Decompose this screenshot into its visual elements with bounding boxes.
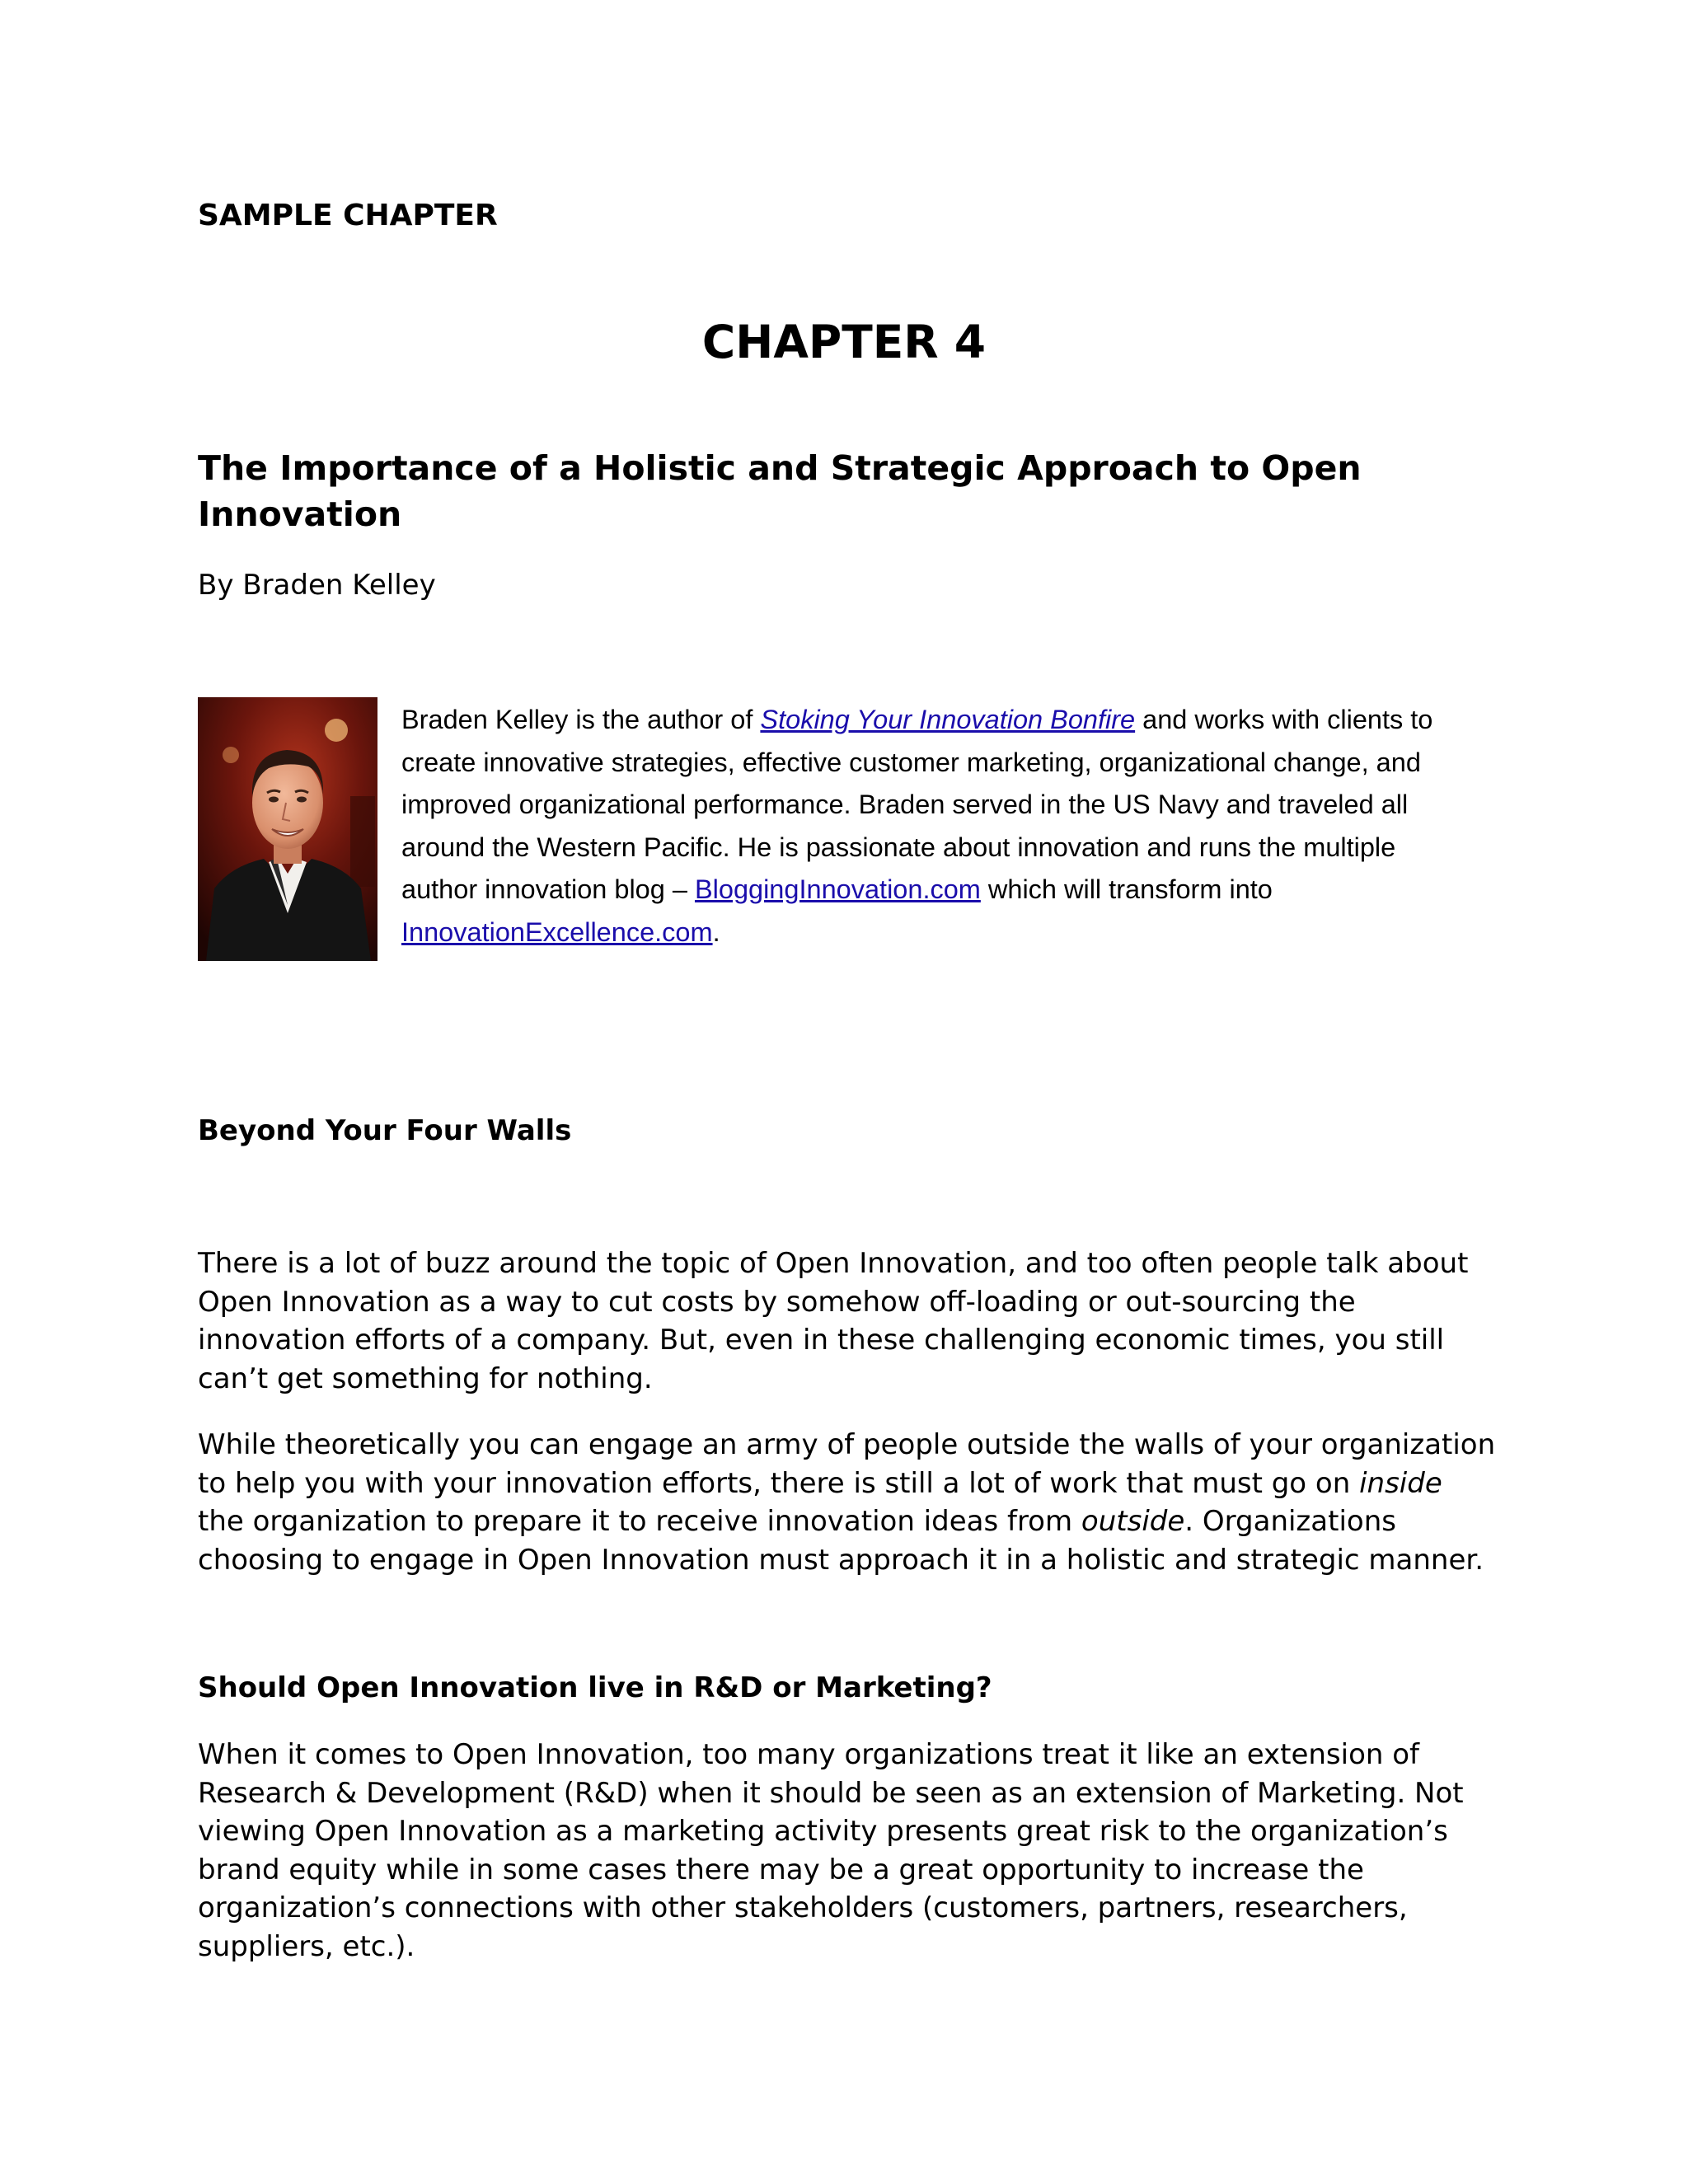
author-bio	[401, 699, 1498, 954]
chapter-number-heading: CHAPTER 4	[701, 316, 987, 368]
paragraph-line: choosing to engage in Open Innovation must approach it in a holistic and strategic manner.	[198, 1543, 1484, 1577]
paragraph-line: suppliers, etc.).	[198, 1929, 415, 1963]
bio-line: create innovative strategies, effective customer marketing, organizational change, and	[401, 747, 1421, 777]
paragraph-line: viewing Open Innovation as a marketing activity presents great risk to the organization’s	[198, 1815, 1448, 1848]
chapter-title: The Importance of a Holistic and Strategic Approach to Open Innovation	[198, 448, 1362, 534]
paragraph-line: organization’s connections with other stakeholders (customers, partners, researchers,	[198, 1891, 1408, 1924]
body-paragraph	[198, 1244, 1533, 1398]
book-title-link[interactable]: Stoking Your Innovation Bonfire	[760, 705, 1136, 734]
paragraph-line: innovation efforts of a company. But, even in these challenging economic times, you still	[198, 1324, 1445, 1357]
author-photo-illustration	[198, 697, 377, 961]
sample-chapter-label: SAMPLE CHAPTER	[198, 199, 498, 232]
section-heading-rd-or-marketing: Should Open Innovation live in R&D or Marketing?	[198, 1671, 992, 1704]
bio-line: author innovation blog – BloggingInnovation.com which will transform into	[401, 874, 1273, 904]
paragraph-line: brand equity while in some cases there may be a great opportunity to increase the	[198, 1853, 1364, 1886]
author-byline: By Braden Kelley	[198, 569, 436, 602]
author-photo	[198, 697, 377, 961]
paragraph-line: Open Innovation as a way to cut costs by somehow off-loading or out-sourcing the	[198, 1285, 1356, 1319]
section-heading-beyond-your-four-walls: Beyond Your Four Walls	[198, 1114, 572, 1147]
paragraph-line: When it comes to Open Innovation, too many organizations treat it like an extension of	[198, 1738, 1420, 1771]
bio-line: improved organizational performance. Braden served in the US Navy and traveled all	[401, 790, 1409, 819]
bio-line: Braden Kelley is the author of Stoking Your Innovation Bonfire and works with clients to	[401, 705, 1433, 734]
emphasis-inside: inside	[1359, 1466, 1442, 1500]
paragraph-line: the organization to prepare it to receive innovation ideas from outside. Organizations	[198, 1505, 1396, 1538]
paragraph-line: can’t get something for nothing.	[198, 1361, 653, 1395]
innovation-excellence-link[interactable]: InnovationExcellence.com	[401, 916, 713, 947]
paragraph-line: to help you with your innovation efforts, there is still a lot of work that must go on inside	[198, 1466, 1442, 1500]
paragraph-line: There is a lot of buzz around the topic of Open Innovation, and too often people talk about	[198, 1247, 1469, 1280]
bio-line: around the Western Pacific. He is passionate about innovation and runs the multiple	[401, 832, 1396, 862]
blogging-innovation-link[interactable]: BloggingInnovation.com	[694, 874, 981, 904]
paragraph-line: While theoretically you can engage an army of people outside the walls of your organization	[198, 1428, 1496, 1461]
body-paragraph	[198, 1426, 1533, 1579]
bio-line: InnovationExcellence.com.	[401, 916, 720, 947]
emphasis-outside: outside	[1081, 1505, 1185, 1538]
paragraph-line: Research & Development (R&D) when it should be seen as an extension of Marketing. Not	[198, 1776, 1464, 1810]
body-paragraph	[198, 1736, 1533, 1966]
